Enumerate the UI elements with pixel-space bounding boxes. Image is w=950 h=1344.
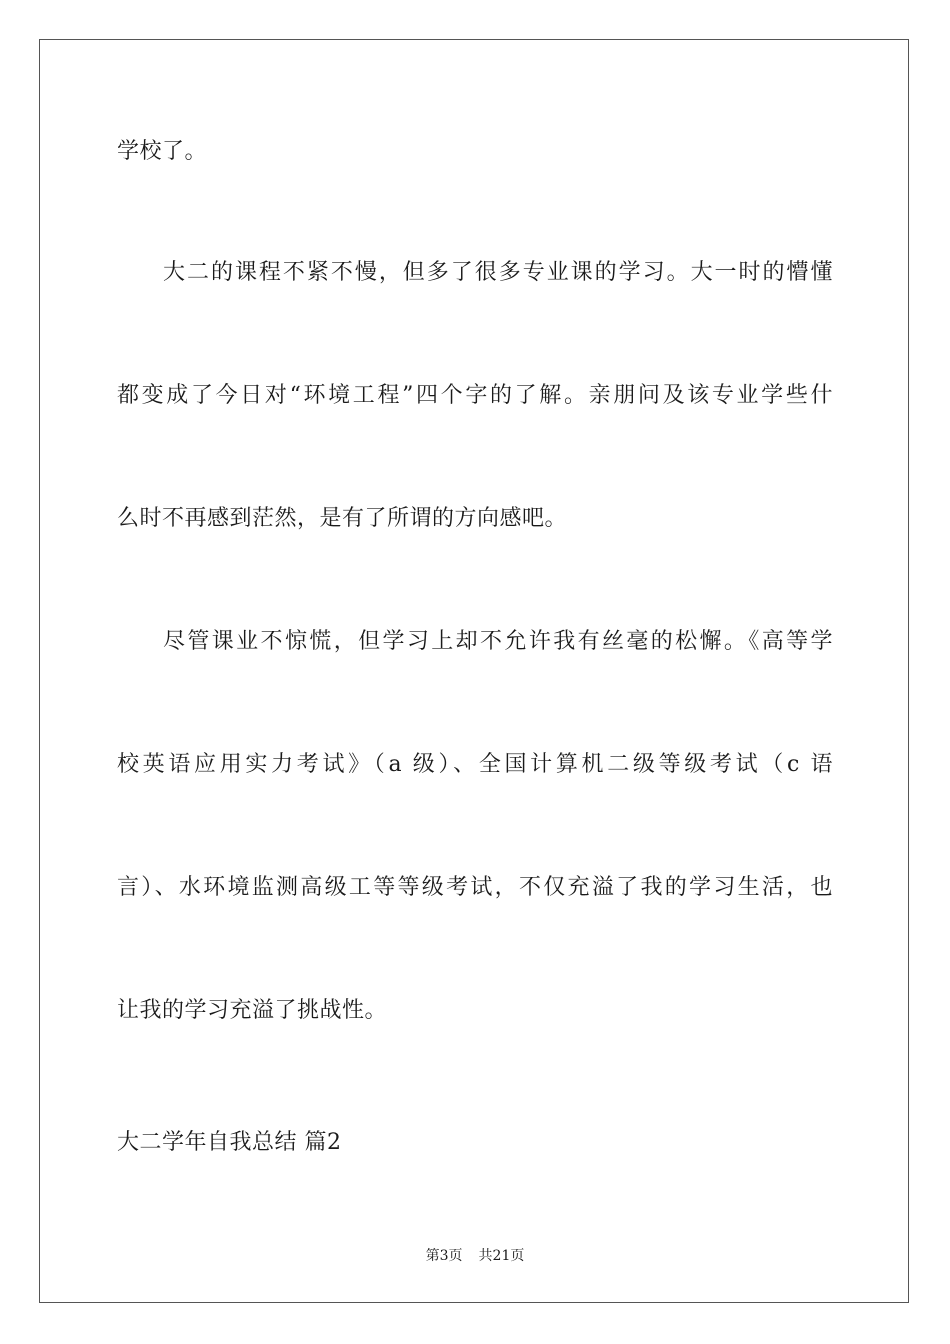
paragraph-line: 尽管课业不惊慌，但学习上却不允许我有丝毫的松懈。《高等学 [163,629,833,654]
page-total: 共21页 [478,1248,525,1264]
paragraph-line: 言）、水环境监测高级工等等级考试，不仅充溢了我的学习生活，也 [117,875,833,900]
paragraph-line: 让我的学习充溢了挑战性。 [117,998,388,1023]
paragraph-line: 校英语应用实力考试》（a 级）、全国计算机二级等级考试（c 语 [117,752,833,777]
page-footer [0,1247,950,1265]
section-heading: 大二学年自我总结 篇2 [117,1130,342,1155]
paragraph-line: 么时不再感到茫然，是有了所谓的方向感吧。 [117,506,568,531]
paragraph-line: 都变成了今日对“环境工程”四个字的了解。亲朋问及该专业学些什 [117,383,833,408]
page-number: 第3页 [425,1248,463,1264]
paragraph-line: 学校了。 [117,139,208,164]
paragraph-line: 大二的课程不紧不慢，但多了很多专业课的学习。大一时的懵懂 [163,260,833,285]
page-border [39,39,909,1303]
